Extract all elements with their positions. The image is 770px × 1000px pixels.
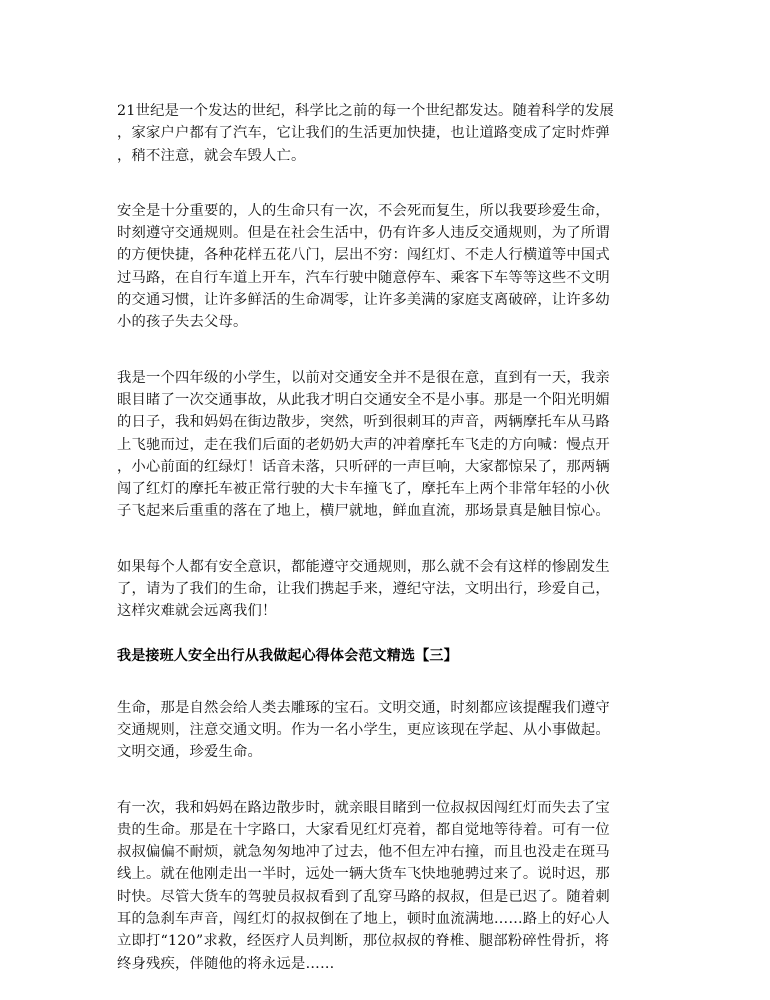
document-body xyxy=(117,100,657,975)
paragraph-conclusion: 如果每个人都有安全意识，都能遵守交通规则，那么就不会有这样的惨剧发生 了，请为了我们的生命，让我们携起手来，遵纪守法，文明出行，珍爱自己， 这样灾难就会远离我们！ xyxy=(117,558,610,620)
paragraph-life: 生命，那是自然会给人类去雕琢的宝石。文明交通，时刻都应该提醒我们遵守 交通规则，注意交通文明。作为一名小学生，更应该现在学起、从小事做起。 文明交通，珍爱生命。 xyxy=(117,699,610,761)
section-heading: 我是接班人安全出行从我做起心得体会范文精选【三】 xyxy=(117,647,458,664)
paragraph-intro: 21世纪是一个发达的世纪，科学比之前的每一个世纪都发达。随着科学的发展 ，家家户户都有了汽车，它让我们的生活更加快捷，也让道路变成了定时炸弹 ，稍不注意，就会车毁人亡。 xyxy=(117,103,614,164)
paragraph-accident: 我是一个四年级的小学生，以前对交通安全并不是很在意，直到有一天，我亲 眼目睹了一次交通事故，从此我才明白交通安全不是小事。那是一个阳光明媚 的日子，我和妈妈在街边散步，突然，听到很刺耳的声音，两辆摩托车从马路 上飞驰而过，走在我们后面的老奶奶大声的冲着摩托车飞走的方向喊：慢点开 ，小心前面的红绿灯！话音未落，只听砰的一声巨响，大家都惊呆了，那两辆 闯了红灯的摩托车被正常行驶的大卡车撞飞了，摩托车上两个非常年轻的小伙 子飞起来后重重的落在了地上，横尸就地，鲜血直流，那场景真是触目惊心。 xyxy=(117,369,610,520)
paragraph-story: 有一次，我和妈妈在路边散步时，就亲眼目睹到一位叔叔因闯红灯而失去了宝 贵的生命。那是在十字路口，大家看见红灯亮着，都自觉地等待着。可有一位 叔叔偏偏不耐烦，就急匆匆地冲了过去，他不但左冲右撞，而且也没走在斑马 线上。就在他刚走出一半时，远处一辆大货车飞快地驰骋过来了。说时迟，那 时快。尽管大货车的驾驶员叔叔看到了乱穿马路的叔叔，但是已迟了。随着刺 耳的急刹车声音，闯红灯的叔叔倒在了地上，顿时血流满地……路上的好心人 立即打“120”求救，经医疗人员判断，那位叔叔的脊椎、腿部粉碎性骨折，将 终身残疾，伴随他的将永远是…… xyxy=(117,799,610,972)
paragraph-safety: 安全是十分重要的，人的生命只有一次，不会死而复生，所以我要珍爱生命， 时刻遵守交通规则。但是在社会生活中，仍有许多人违反交通规则，为了所谓 的方便快捷，各种花样五花八门，层出不穷：闯红灯、不走人行横道等中国式 过马路，在自行车道上开车，汽车行驶中随意停车、乘客下车等等这些不文明 的交通习惯，让许多鲜活的生命凋零，让许多美满的家庭支离破碎，让许多幼 小的孩子失去父母。 xyxy=(117,202,610,331)
